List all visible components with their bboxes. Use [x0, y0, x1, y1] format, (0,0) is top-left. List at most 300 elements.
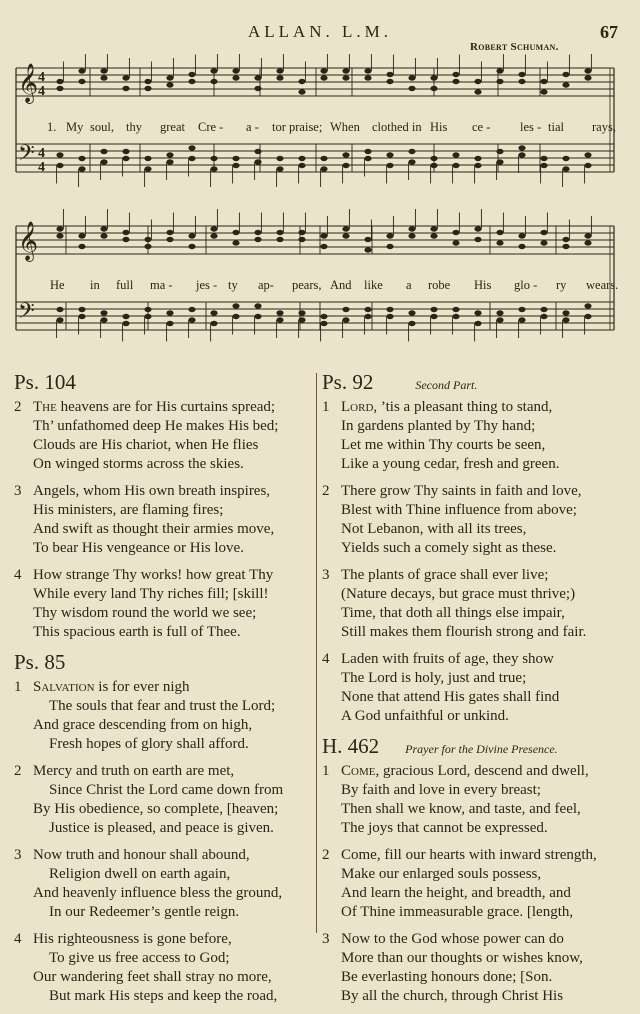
note-head	[562, 310, 569, 315]
note-head	[452, 314, 459, 319]
note-head	[232, 163, 239, 168]
note-head	[562, 237, 569, 242]
note-head	[496, 159, 503, 164]
note-head	[430, 86, 437, 91]
verse-line	[341, 865, 622, 884]
lyric-syllable: like	[364, 278, 383, 292]
lyric-syllable: in	[90, 278, 100, 292]
verse-line-text: To give us free access to God;	[49, 950, 230, 966]
page-number: 67	[600, 22, 618, 42]
section-heading	[14, 650, 314, 678]
verse-line	[33, 949, 314, 968]
section-subtitle: Second Part.	[415, 378, 478, 392]
verse-line	[341, 520, 622, 539]
verse-line-text: heavens are for His curtains spread;	[60, 399, 276, 415]
verse-line-text: The plants of grace shall ever live;	[341, 567, 549, 583]
verse	[14, 846, 314, 922]
note-head	[254, 230, 261, 235]
note-head	[122, 321, 129, 326]
verse-first-word: Lord,	[341, 399, 378, 415]
verse-line	[33, 585, 314, 604]
verse-line	[33, 735, 314, 754]
lyric-syllable: He	[50, 278, 65, 292]
note-head	[408, 310, 415, 315]
note-head	[496, 149, 503, 154]
lyric-syllable: great	[160, 120, 185, 134]
note-head	[342, 163, 349, 168]
verse	[322, 566, 622, 642]
verse-number: 2	[322, 483, 330, 499]
verse-line-text: Now truth and honour shall abound,	[33, 847, 250, 863]
note-head	[584, 233, 591, 238]
note-head	[364, 75, 371, 80]
note-head	[210, 68, 217, 73]
lyric-syllable: les -	[520, 120, 542, 134]
verse-number: 3	[14, 483, 22, 499]
note-head	[254, 237, 261, 242]
verse-line-text: ’tis a pleasant thing to stand,	[380, 399, 553, 415]
verse-line	[341, 566, 622, 585]
verse-number: 3	[322, 567, 330, 583]
verse-line	[33, 417, 314, 436]
psalm-number: Ps. 104	[14, 370, 76, 394]
note-head	[320, 314, 327, 319]
note-head	[100, 226, 107, 231]
note-head	[210, 233, 217, 238]
note-head	[474, 310, 481, 315]
note-head	[254, 159, 261, 164]
note-head	[298, 230, 305, 235]
verse-line-text: Come, fill our hearts with inward strength,	[341, 847, 597, 863]
verse-line	[33, 762, 314, 781]
verse-line-text: More than our thoughts or wishes know,	[341, 950, 583, 966]
note-head	[100, 159, 107, 164]
note-head	[518, 72, 525, 77]
note-head	[342, 152, 349, 157]
note-head	[166, 237, 173, 242]
note-head	[144, 156, 151, 161]
note-head	[100, 75, 107, 80]
note-head	[100, 233, 107, 238]
note-head	[562, 72, 569, 77]
note-head	[276, 166, 283, 171]
verse-line	[33, 678, 314, 697]
psalm-number: Ps. 92	[322, 370, 374, 394]
note-head	[276, 237, 283, 242]
verse-line	[33, 623, 314, 642]
note-head	[188, 244, 195, 249]
verse-line	[341, 650, 622, 669]
note-head	[584, 75, 591, 80]
verse-line	[341, 819, 622, 838]
note-head	[78, 314, 85, 319]
verse	[14, 678, 314, 754]
verse-number: 4	[14, 931, 22, 947]
left-column	[14, 370, 314, 1014]
verse	[322, 482, 622, 558]
note-head	[584, 240, 591, 245]
verse	[14, 762, 314, 838]
note-head	[276, 68, 283, 73]
lyric-syllable: My	[66, 120, 84, 134]
note-head	[584, 314, 591, 319]
verse-line-text: Make our enlarged souls possess,	[341, 866, 542, 882]
verse-line	[341, 688, 622, 707]
verse-first-word: Salvation	[33, 679, 95, 695]
note-head	[232, 240, 239, 245]
note-head	[188, 233, 195, 238]
note-head	[540, 314, 547, 319]
note-head	[210, 226, 217, 231]
verse-number: 2	[14, 399, 22, 415]
verse-line-text: None that attend His gates shall find	[341, 689, 560, 705]
note-head	[408, 75, 415, 80]
note-head	[254, 314, 261, 319]
note-head	[342, 233, 349, 238]
note-head	[100, 317, 107, 322]
note-head	[474, 156, 481, 161]
note-head	[452, 79, 459, 84]
verse-line-text: There grow Thy saints in faith and love,	[341, 483, 582, 499]
verse-line-text: Thy wisdom round the world we see;	[33, 605, 257, 621]
psalm-number: Ps. 85	[14, 650, 66, 674]
note-head	[78, 166, 85, 171]
verse-line-text: Now to the God whose power can do	[341, 931, 564, 947]
lyric-syllable: ce -	[472, 120, 491, 134]
note-head	[166, 230, 173, 235]
verse-number: 1	[14, 679, 22, 695]
verse-line-text: Our wandering feet shall stray no more,	[33, 969, 272, 985]
note-head	[144, 79, 151, 84]
note-head	[298, 79, 305, 84]
music-score	[0, 54, 640, 354]
note-head	[408, 321, 415, 326]
note-head	[474, 226, 481, 231]
note-head	[210, 79, 217, 84]
verse-line	[341, 987, 622, 1006]
section-heading	[322, 734, 622, 762]
verse-first-word: Come,	[341, 763, 380, 779]
note-head	[166, 82, 173, 87]
treble-clef: 𝄞	[18, 63, 39, 103]
note-head	[320, 166, 327, 171]
lyric-syllable: Cre -	[198, 120, 224, 134]
verse-line-text: (Nature decays, but grace must thrive;)	[341, 586, 576, 602]
verse-line	[341, 417, 622, 436]
lyric-syllable: thy	[126, 120, 142, 134]
verse-number: 4	[14, 567, 22, 583]
note-head	[298, 89, 305, 94]
note-head	[100, 310, 107, 315]
note-head	[276, 310, 283, 315]
verse-line	[33, 930, 314, 949]
note-head	[210, 310, 217, 315]
verse-number: 3	[14, 847, 22, 863]
note-head	[298, 310, 305, 315]
lyric-syllable: soul,	[90, 120, 114, 134]
note-head	[386, 244, 393, 249]
note-head	[342, 317, 349, 322]
verse-line-text: On winged storms across the skies.	[33, 456, 244, 472]
note-head	[364, 247, 371, 252]
verse-line-text: gracious Lord, descend and dwell,	[382, 763, 589, 779]
lyric-syllable: a -	[246, 120, 259, 134]
verse-line-text: Angels, whom His own breath inspires,	[33, 483, 271, 499]
verse-line-text: Time, that doth all things else impair,	[341, 605, 565, 621]
note-head	[166, 159, 173, 164]
verse-line-text: Then shall we know, and taste, and feel,	[341, 801, 581, 817]
note-head	[408, 233, 415, 238]
verse-line	[341, 669, 622, 688]
verse-line	[341, 781, 622, 800]
lyric-verse-number: 1.	[47, 120, 57, 134]
verse-line	[33, 697, 314, 716]
verse-line	[33, 455, 314, 474]
verse	[322, 650, 622, 726]
note-head	[122, 314, 129, 319]
note-head	[232, 230, 239, 235]
lyric-syllable: ty	[228, 278, 238, 292]
lyric-syllable: clothed in	[372, 120, 422, 134]
note-head	[100, 68, 107, 73]
note-head	[276, 230, 283, 235]
note-head	[210, 166, 217, 171]
verse-number: 2	[322, 847, 330, 863]
hymn-tune-title: ALLAN. L.M.	[247, 22, 393, 41]
verse-line-text: And heavenly influence bless the ground,	[33, 885, 283, 901]
note-head	[430, 163, 437, 168]
note-head	[188, 145, 195, 150]
note-head	[188, 156, 195, 161]
verse-line-text: His righteousness is gone before,	[33, 931, 232, 947]
note-head	[122, 86, 129, 91]
verse-line	[341, 539, 622, 558]
note-head	[342, 68, 349, 73]
note-head	[474, 163, 481, 168]
verse-line	[33, 501, 314, 520]
verse-line	[33, 539, 314, 558]
note-head	[562, 82, 569, 87]
note-head	[430, 307, 437, 312]
note-head	[496, 79, 503, 84]
note-head	[122, 230, 129, 235]
verse-line	[341, 604, 622, 623]
note-head	[496, 240, 503, 245]
lyric-syllable: His	[474, 278, 492, 292]
note-head	[386, 314, 393, 319]
verse	[322, 398, 622, 474]
note-head	[78, 68, 85, 73]
note-head	[144, 307, 151, 312]
note-head	[298, 163, 305, 168]
verse-line-text: To bear His vengeance or His love.	[33, 540, 244, 556]
note-head	[452, 152, 459, 157]
note-head	[188, 307, 195, 312]
note-head	[144, 314, 151, 319]
verse	[14, 930, 314, 1006]
verse-line	[341, 846, 622, 865]
verse-line-text: By His obedience, so complete, [heaven;	[33, 801, 279, 817]
note-head	[386, 152, 393, 157]
verse-line-text: By faith and love in every breast;	[341, 782, 541, 798]
note-head	[386, 233, 393, 238]
note-head	[320, 244, 327, 249]
note-head	[364, 156, 371, 161]
note-head	[254, 149, 261, 154]
note-head	[518, 244, 525, 249]
note-head	[364, 307, 371, 312]
note-head	[518, 152, 525, 157]
verse-line	[33, 436, 314, 455]
note-head	[122, 156, 129, 161]
note-head	[276, 75, 283, 80]
verse	[322, 846, 622, 922]
verse-line	[33, 903, 314, 922]
note-head	[320, 156, 327, 161]
note-head	[56, 86, 63, 91]
verse-line	[33, 987, 314, 1006]
note-head	[430, 75, 437, 80]
note-head	[496, 310, 503, 315]
verse-line-text: Be everlasting honours done; [Son.	[341, 969, 553, 985]
verse-line	[341, 623, 622, 642]
note-head	[452, 240, 459, 245]
verse	[14, 566, 314, 642]
staff-notation	[0, 54, 640, 354]
verse-line	[341, 884, 622, 903]
note-head	[364, 149, 371, 154]
lyric-syllable: When	[330, 120, 360, 134]
note-head	[122, 75, 129, 80]
verse-line-text: A God unfaithful or unkind.	[341, 708, 509, 724]
note-head	[232, 68, 239, 73]
verse-line-text: How strange Thy works! how great Thy	[33, 567, 274, 583]
verse	[322, 930, 622, 1006]
note-head	[452, 307, 459, 312]
note-head	[298, 317, 305, 322]
note-head	[166, 321, 173, 326]
verse-line-text: And grace descending from on high,	[33, 717, 253, 733]
note-head	[430, 233, 437, 238]
lyric-syllable: rays,	[592, 120, 616, 134]
note-head	[496, 230, 503, 235]
lyric-syllable: robe	[428, 278, 451, 292]
verse-line-text: While every land Thy riches fill; [skill!	[33, 586, 269, 602]
note-head	[584, 303, 591, 308]
verse-line-text: This spacious earth is full of Thee.	[33, 624, 241, 640]
note-head	[210, 321, 217, 326]
note-head	[188, 72, 195, 77]
verse-line-text: Laden with fruits of age, they show	[341, 651, 554, 667]
note-head	[364, 68, 371, 73]
note-head	[122, 149, 129, 154]
verse-line-text: Like a young cedar, fresh and green.	[341, 456, 560, 472]
verse-number: 1	[322, 399, 330, 415]
verse-line-text: Clouds are His chariot, when He flies	[33, 437, 259, 453]
verse-line-text: Mercy and truth on earth are met,	[33, 763, 235, 779]
verse-line-text: The Lord is holy, just and true;	[341, 670, 527, 686]
lyric-syllable: wears.	[586, 278, 619, 292]
verse-line	[341, 903, 622, 922]
lyric-syllable: And	[330, 278, 352, 292]
note-head	[584, 68, 591, 73]
note-head	[452, 163, 459, 168]
verse-line	[33, 482, 314, 501]
column-divider	[316, 373, 317, 933]
bass-clef: 𝄢	[18, 299, 35, 329]
verse-line-text: The souls that fear and trust the Lord;	[49, 698, 276, 714]
lyric-syllable: tor praise;	[272, 120, 323, 134]
note-head	[56, 79, 63, 84]
note-head	[78, 79, 85, 84]
note-head	[56, 163, 63, 168]
section-heading	[14, 370, 314, 398]
note-head	[166, 310, 173, 315]
note-head	[78, 244, 85, 249]
note-head	[276, 156, 283, 161]
note-head	[452, 72, 459, 77]
lyric-syllable: full	[116, 278, 134, 292]
note-head	[562, 156, 569, 161]
note-head	[474, 89, 481, 94]
note-head	[232, 303, 239, 308]
verse	[14, 398, 314, 474]
note-head	[342, 226, 349, 231]
note-head	[408, 149, 415, 154]
verse-line	[33, 604, 314, 623]
verse-line-text: Religion dwell on earth again,	[49, 866, 231, 882]
lyric-syllable: ap-	[258, 278, 274, 292]
note-head	[364, 314, 371, 319]
note-head	[518, 233, 525, 238]
note-head	[100, 149, 107, 154]
verse-number: 1	[322, 763, 330, 779]
note-head	[496, 317, 503, 322]
note-head	[78, 307, 85, 312]
note-head	[144, 86, 151, 91]
note-head	[430, 156, 437, 161]
note-head	[540, 307, 547, 312]
note-head	[452, 230, 459, 235]
verse-first-word: The	[33, 399, 57, 415]
note-head	[474, 237, 481, 242]
lyric-syllable: His	[430, 120, 448, 134]
note-head	[386, 163, 393, 168]
note-head	[408, 86, 415, 91]
verse-line	[33, 716, 314, 735]
note-head	[386, 307, 393, 312]
verse-line	[33, 884, 314, 903]
note-head	[562, 317, 569, 322]
note-head	[298, 156, 305, 161]
note-head	[144, 244, 151, 249]
note-head	[166, 75, 173, 80]
verse-line-text: is for ever nigh	[98, 679, 190, 695]
note-head	[232, 156, 239, 161]
verse-line	[341, 585, 622, 604]
lyric-syllable: jes -	[196, 278, 218, 292]
verse-line-text: The joys that cannot be expressed.	[341, 820, 548, 836]
note-head	[232, 314, 239, 319]
note-head	[408, 226, 415, 231]
lyric-syllable: tial	[548, 120, 564, 134]
note-head	[518, 317, 525, 322]
treble-clef: 𝄞	[18, 221, 39, 261]
note-head	[78, 156, 85, 161]
lyric-syllable: ry	[556, 278, 567, 292]
verse-line-text: Of Thine immeasurable grace. [length,	[341, 904, 574, 920]
verse-line	[33, 968, 314, 987]
